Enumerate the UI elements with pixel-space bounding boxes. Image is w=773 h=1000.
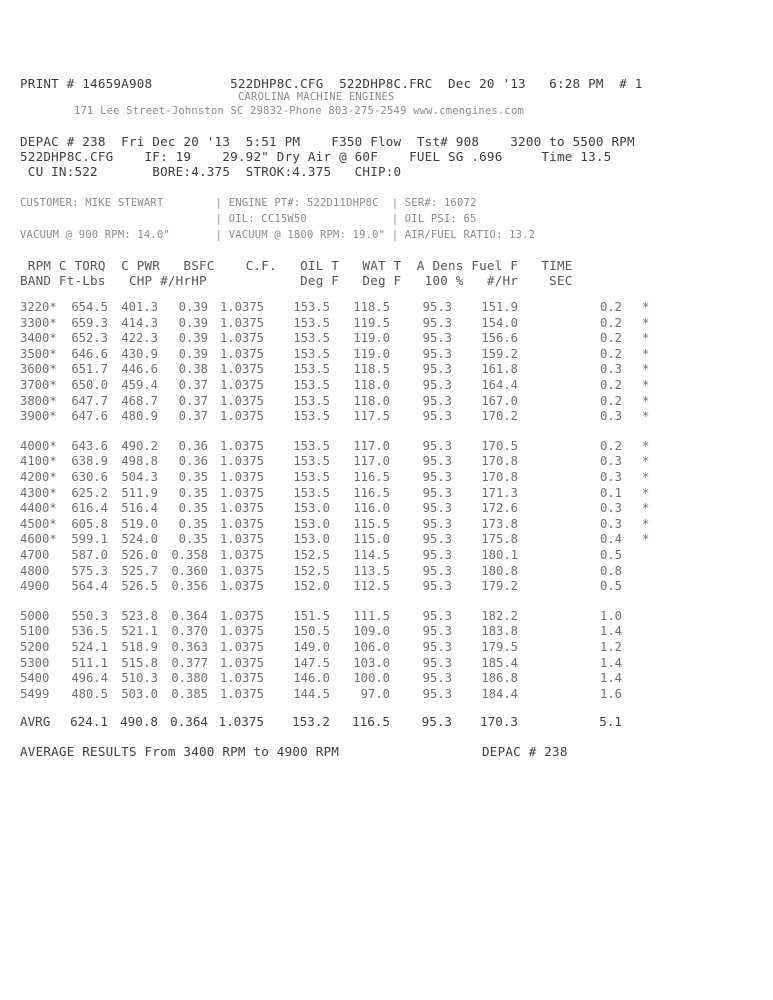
cell-cf: 1.0375 <box>219 300 264 314</box>
company-name: CAROLINA MACHINE ENGINES <box>238 91 395 103</box>
cell-bsfc: 0.36 <box>178 438 208 453</box>
cell-cf: 1.0375 <box>219 671 264 686</box>
cell-water-temp: 109.0 <box>353 624 390 639</box>
run-info-line-3: CU IN:522 BORE:4.375 STROK:4.375 CHIP:0 <box>20 164 402 179</box>
cell-water-temp: 118.0 <box>353 393 390 408</box>
cell-fuel-flow: 156.6 <box>481 331 518 346</box>
footer-depac: DEPAC # 238 <box>482 744 568 759</box>
cell-bsfc: 0.39 <box>178 300 208 314</box>
cell-power: 401.3 <box>121 300 158 314</box>
cell-oil-temp: 153.5 <box>293 331 330 346</box>
cell-water-temp: 115.5 <box>353 516 390 531</box>
cell-air-density: 95.3 <box>422 300 452 314</box>
print-line: PRINT # 14659A908 522DHP8C.CFG 522DHP8C.FRC Dec 20 '13 6:28 PM # 1 <box>20 76 643 91</box>
cell-cf: 1.0375 <box>219 686 264 701</box>
cell-time: 0.3 <box>599 362 622 377</box>
cell-air-density: 95.3 <box>422 579 452 594</box>
cell-water-temp: 100.0 <box>353 671 390 686</box>
cell-torque: 646.6 <box>71 346 108 361</box>
cell-bsfc: 0.35 <box>178 501 208 516</box>
cell-time: 0.2 <box>599 315 622 330</box>
cell-oil-temp: 153.5 <box>293 300 330 314</box>
customer-line-2: | OIL: CC15W50 | OIL PSI: 65 <box>20 213 477 225</box>
cell-cf: 1.0375 <box>219 362 264 377</box>
cell-oil-temp: 153.5 <box>293 438 330 453</box>
footer-average-range: AVERAGE RESULTS From 3400 RPM to 4900 RPM <box>20 744 340 759</box>
cell-air-density: 95.3 <box>422 655 452 670</box>
cell-power: 503.0 <box>121 686 158 701</box>
cell-air-density: 95.3 <box>422 409 452 424</box>
cell-torque: 550.3 <box>71 608 108 623</box>
cell-time: 0.1 <box>599 485 622 500</box>
cell-rpm: 5000 <box>20 608 50 623</box>
cell-flag: * <box>642 362 650 377</box>
cell-rpm: 3700* <box>20 378 57 392</box>
cell-cf: 1.0375 <box>219 640 264 654</box>
cell-time: 0.3 <box>599 470 622 484</box>
cell-time: 0.2 <box>599 438 622 453</box>
cell-water-temp: 112.5 <box>353 579 390 594</box>
cell-cf: 1.0375 <box>219 485 264 500</box>
cell-fuel-flow: 167.0 <box>481 393 518 408</box>
cell-rpm: 3900* <box>20 409 57 424</box>
cell-fuel-flow: 151.9 <box>481 300 518 314</box>
cell-time: 0.8 <box>599 563 622 578</box>
cell-fuel-flow: 159.2 <box>481 346 518 361</box>
cell-water-temp: 103.0 <box>353 655 390 670</box>
cell-fuel-flow: 175.8 <box>481 532 518 547</box>
cell-torque: 638.9 <box>71 454 108 469</box>
cell-water-temp: 116.5 <box>353 485 390 500</box>
cell-cf: 1.0375 <box>219 563 264 578</box>
cell-air-density: 95.3 <box>422 485 452 500</box>
cell-water-temp: 117.5 <box>353 409 390 424</box>
cell-fuel-flow: 182.2 <box>481 608 518 623</box>
cell-flag: * <box>642 516 650 531</box>
cell-power: 518.9 <box>121 640 158 654</box>
cell-rpm: 3220* <box>20 300 57 314</box>
cell-air-density: 95.3 <box>422 686 452 701</box>
cell-rpm: 5200 <box>20 640 50 654</box>
avg-power: 490.8 <box>120 714 158 729</box>
cell-cf: 1.0375 <box>219 608 264 623</box>
cell-time: 0.2 <box>599 378 622 392</box>
cell-bsfc: 0.358 <box>171 548 208 562</box>
cell-time: 0.3 <box>599 516 622 531</box>
cell-rpm: 3300* <box>20 315 57 330</box>
cell-air-density: 95.3 <box>422 608 452 623</box>
cell-oil-temp: 151.5 <box>293 608 330 623</box>
cell-torque: 652.3 <box>71 331 108 346</box>
cell-torque: 650.0 <box>71 378 108 392</box>
cell-cf: 1.0375 <box>219 454 264 469</box>
cell-power: 526.5 <box>121 579 158 594</box>
cell-air-density: 95.3 <box>422 640 452 654</box>
cell-oil-temp: 153.5 <box>293 454 330 469</box>
cell-bsfc: 0.385 <box>171 686 208 701</box>
cell-rpm: 4600* <box>20 532 57 547</box>
cell-water-temp: 116.0 <box>353 501 390 516</box>
cell-air-density: 95.3 <box>422 563 452 578</box>
cell-bsfc: 0.360 <box>171 563 208 578</box>
cell-power: 521.1 <box>121 624 158 639</box>
cell-time: 0.3 <box>599 409 622 424</box>
cell-oil-temp: 153.5 <box>293 378 330 392</box>
run-info-line-1: DEPAC # 238 Fri Dec 20 '13 5:51 PM F350 Flow Tst# 908 3200 to 5500 RPM <box>20 134 635 149</box>
cell-oil-temp: 153.5 <box>293 393 330 408</box>
cell-water-temp: 117.0 <box>353 454 390 469</box>
cell-flag: * <box>642 393 650 408</box>
avg-water-temp: 116.5 <box>352 714 390 729</box>
cell-fuel-flow: 170.2 <box>481 409 518 424</box>
cell-water-temp: 114.5 <box>353 548 390 562</box>
cell-power: 510.3 <box>121 671 158 686</box>
cell-power: 490.2 <box>121 438 158 453</box>
cell-rpm: 4100* <box>20 454 57 469</box>
avg-torque: 624.1 <box>70 714 108 729</box>
cell-flag: * <box>642 485 650 500</box>
cell-flag: * <box>642 409 650 424</box>
cell-torque: 587.0 <box>71 548 108 562</box>
cell-bsfc: 0.364 <box>171 608 208 623</box>
column-header-line-1: RPM C TORQ C PWR BSFC C.F. OIL T WAT T A Dens Fuel F TIME <box>20 258 573 273</box>
cell-air-density: 95.3 <box>422 331 452 346</box>
cell-rpm: 5499 <box>20 686 50 701</box>
company-address: 171 Lee Street-Johnston SC 29832-Phone 803-275-2549 www.cmengines.com <box>74 105 524 117</box>
cell-rpm: 5100 <box>20 624 50 639</box>
cell-air-density: 95.3 <box>422 362 452 377</box>
customer-line-3: VACUUM @ 900 RPM: 14.0" | VACUUM @ 1800 RPM: 19.0" | AIR/FUEL RATIO: 13.2 <box>20 229 536 241</box>
cell-power: 526.0 <box>121 548 158 562</box>
cell-air-density: 95.3 <box>422 346 452 361</box>
cell-oil-temp: 144.5 <box>293 686 330 701</box>
cell-fuel-flow: 179.5 <box>481 640 518 654</box>
cell-cf: 1.0375 <box>219 393 264 408</box>
cell-fuel-flow: 173.8 <box>481 516 518 531</box>
cell-fuel-flow: 171.3 <box>481 485 518 500</box>
cell-water-temp: 117.0 <box>353 438 390 453</box>
cell-water-temp: 111.5 <box>353 608 390 623</box>
customer-line-1: CUSTOMER: MIKE STEWART | ENGINE PT#: 522D11DHP8C | SER#: 16072 <box>20 197 477 209</box>
cell-fuel-flow: 180.1 <box>481 548 518 562</box>
cell-time: 0.4 <box>599 532 622 547</box>
cell-torque: 564.4 <box>71 579 108 594</box>
cell-time: 1.0 <box>599 608 622 623</box>
cell-bsfc: 0.377 <box>171 655 208 670</box>
cell-torque: 605.8 <box>71 516 108 531</box>
cell-torque: 647.7 <box>71 393 108 408</box>
cell-time: 0.5 <box>599 579 622 594</box>
cell-rpm: 4000* <box>20 438 57 453</box>
cell-oil-temp: 152.5 <box>293 563 330 578</box>
cell-oil-temp: 146.0 <box>293 671 330 686</box>
cell-oil-temp: 153.5 <box>293 485 330 500</box>
cell-rpm: 4700 <box>20 548 50 562</box>
avg-fuel-flow: 170.3 <box>480 714 518 729</box>
cell-fuel-flow: 172.6 <box>481 501 518 516</box>
cell-bsfc: 0.39 <box>178 346 208 361</box>
cell-water-temp: 97.0 <box>360 686 390 701</box>
cell-fuel-flow: 179.2 <box>481 579 518 594</box>
cell-rpm: 3600* <box>20 362 57 377</box>
cell-power: 480.9 <box>121 409 158 424</box>
cell-rpm: 4200* <box>20 470 57 484</box>
cell-cf: 1.0375 <box>219 409 264 424</box>
cell-oil-temp: 153.5 <box>293 362 330 377</box>
cell-cf: 1.0375 <box>219 315 264 330</box>
cell-air-density: 95.3 <box>422 454 452 469</box>
avg-oil-temp: 153.2 <box>292 714 330 729</box>
cell-power: 430.9 <box>121 346 158 361</box>
cell-oil-temp: 150.5 <box>293 624 330 639</box>
cell-cf: 1.0375 <box>219 516 264 531</box>
cell-cf: 1.0375 <box>219 501 264 516</box>
cell-flag: * <box>642 454 650 469</box>
cell-air-density: 95.3 <box>422 378 452 392</box>
cell-power: 523.8 <box>121 608 158 623</box>
cell-fuel-flow: 170.8 <box>481 454 518 469</box>
cell-bsfc: 0.35 <box>178 516 208 531</box>
cell-torque: 511.1 <box>71 655 108 670</box>
cell-water-temp: 119.5 <box>353 315 390 330</box>
avg-air-density: 95.3 <box>421 714 452 729</box>
cell-water-temp: 119.0 <box>353 331 390 346</box>
avg-bsfc: 0.364 <box>170 714 208 729</box>
cell-time: 0.3 <box>599 454 622 469</box>
cell-time: 1.6 <box>599 686 622 701</box>
cell-oil-temp: 153.0 <box>293 516 330 531</box>
cell-bsfc: 0.380 <box>171 671 208 686</box>
cell-air-density: 95.3 <box>422 548 452 562</box>
cell-bsfc: 0.356 <box>171 579 208 594</box>
cell-oil-temp: 153.5 <box>293 470 330 484</box>
cell-torque: 630.6 <box>71 470 108 484</box>
cell-torque: 616.4 <box>71 501 108 516</box>
cell-power: 525.7 <box>121 563 158 578</box>
cell-torque: 480.5 <box>71 686 108 701</box>
cell-power: 422.3 <box>121 331 158 346</box>
cell-cf: 1.0375 <box>219 346 264 361</box>
cell-air-density: 95.3 <box>422 470 452 484</box>
cell-power: 459.4 <box>121 378 158 392</box>
avg-time: 5.1 <box>599 714 622 729</box>
cell-torque: 599.1 <box>71 532 108 547</box>
cell-power: 446.6 <box>121 362 158 377</box>
cell-cf: 1.0375 <box>219 438 264 453</box>
cell-rpm: 4800 <box>20 563 50 578</box>
cell-torque: 651.7 <box>71 362 108 377</box>
cell-fuel-flow: 161.8 <box>481 362 518 377</box>
cell-flag: * <box>642 378 650 392</box>
cell-fuel-flow: 170.8 <box>481 470 518 484</box>
cell-torque: 654.5 <box>71 300 108 314</box>
cell-water-temp: 118.5 <box>353 300 390 314</box>
cell-time: 0.2 <box>599 393 622 408</box>
cell-oil-temp: 149.0 <box>293 640 330 654</box>
cell-power: 519.0 <box>121 516 158 531</box>
cell-oil-temp: 153.0 <box>293 532 330 547</box>
cell-water-temp: 119.0 <box>353 346 390 361</box>
cell-cf: 1.0375 <box>219 378 264 392</box>
cell-cf: 1.0375 <box>219 624 264 639</box>
cell-rpm: 4400* <box>20 501 57 516</box>
cell-bsfc: 0.38 <box>178 362 208 377</box>
cell-oil-temp: 153.5 <box>293 409 330 424</box>
cell-flag: * <box>642 300 650 314</box>
cell-cf: 1.0375 <box>219 655 264 670</box>
cell-air-density: 95.3 <box>422 624 452 639</box>
cell-fuel-flow: 184.4 <box>481 686 518 701</box>
cell-bsfc: 0.37 <box>178 409 208 424</box>
cell-water-temp: 115.0 <box>353 532 390 547</box>
cell-air-density: 95.3 <box>422 516 452 531</box>
cell-power: 524.0 <box>121 532 158 547</box>
cell-bsfc: 0.370 <box>171 624 208 639</box>
cell-cf: 1.0375 <box>219 470 264 484</box>
cell-time: 0.2 <box>599 331 622 346</box>
cell-rpm: 4300* <box>20 485 57 500</box>
cell-power: 498.8 <box>121 454 158 469</box>
cell-cf: 1.0375 <box>219 579 264 594</box>
cell-bsfc: 0.363 <box>171 640 208 654</box>
cell-time: 0.5 <box>599 548 622 562</box>
column-header-line-2: BAND Ft-Lbs CHP #/HrHP Deg F Deg F 100 % #/Hr SEC <box>20 273 573 288</box>
cell-flag: * <box>642 532 650 547</box>
cell-air-density: 95.3 <box>422 532 452 547</box>
cell-oil-temp: 152.0 <box>293 579 330 594</box>
cell-torque: 536.5 <box>71 624 108 639</box>
cell-fuel-flow: 154.0 <box>481 315 518 330</box>
cell-torque: 625.2 <box>71 485 108 500</box>
cell-air-density: 95.3 <box>422 671 452 686</box>
cell-air-density: 95.3 <box>422 393 452 408</box>
cell-cf: 1.0375 <box>219 331 264 346</box>
cell-oil-temp: 152.5 <box>293 548 330 562</box>
cell-power: 414.3 <box>121 315 158 330</box>
cell-water-temp: 113.5 <box>353 563 390 578</box>
cell-bsfc: 0.37 <box>178 378 208 392</box>
cell-torque: 524.1 <box>71 640 108 654</box>
avg-cf: 1.0375 <box>218 714 264 729</box>
cell-power: 516.4 <box>121 501 158 516</box>
cell-bsfc: 0.39 <box>178 315 208 330</box>
cell-torque: 647.6 <box>71 409 108 424</box>
cell-flag: * <box>642 438 650 453</box>
cell-rpm: 4900 <box>20 579 50 594</box>
cell-water-temp: 118.0 <box>353 378 390 392</box>
cell-rpm: 3400* <box>20 331 57 346</box>
cell-flag: * <box>642 470 650 484</box>
cell-rpm: 3500* <box>20 346 57 361</box>
cell-air-density: 95.3 <box>422 501 452 516</box>
cell-torque: 575.3 <box>71 563 108 578</box>
cell-bsfc: 0.36 <box>178 454 208 469</box>
cell-rpm: 4500* <box>20 516 57 531</box>
cell-air-density: 95.3 <box>422 315 452 330</box>
cell-power: 468.7 <box>121 393 158 408</box>
cell-rpm: 5300 <box>20 655 50 670</box>
cell-oil-temp: 153.5 <box>293 315 330 330</box>
run-info-line-2: 522DHP8C.CFG IF: 19 29.92" Dry Air @ 60F FUEL SG .696 Time 13.5 <box>20 149 612 164</box>
cell-oil-temp: 153.0 <box>293 501 330 516</box>
avg-label: AVRG <box>20 714 51 729</box>
cell-time: 0.2 <box>599 346 622 361</box>
cell-fuel-flow: 170.5 <box>481 438 518 453</box>
cell-bsfc: 0.35 <box>178 485 208 500</box>
cell-torque: 496.4 <box>71 671 108 686</box>
cell-flag: * <box>642 315 650 330</box>
cell-water-temp: 106.0 <box>353 640 390 654</box>
cell-power: 515.8 <box>121 655 158 670</box>
cell-time: 1.2 <box>599 640 622 654</box>
cell-flag: * <box>642 331 650 346</box>
cell-bsfc: 0.35 <box>178 470 208 484</box>
cell-rpm: 3800* <box>20 393 57 408</box>
cell-time: 0.2 <box>599 300 622 314</box>
cell-time: 1.4 <box>599 655 622 670</box>
cell-flag: * <box>642 501 650 516</box>
cell-oil-temp: 153.5 <box>293 346 330 361</box>
cell-time: 1.4 <box>599 624 622 639</box>
cell-power: 511.9 <box>121 485 158 500</box>
cell-torque: 659.3 <box>71 315 108 330</box>
cell-water-temp: 118.5 <box>353 362 390 377</box>
cell-fuel-flow: 180.8 <box>481 563 518 578</box>
cell-fuel-flow: 164.4 <box>481 378 518 392</box>
cell-bsfc: 0.37 <box>178 393 208 408</box>
cell-torque: 643.6 <box>71 438 108 453</box>
cell-bsfc: 0.35 <box>178 532 208 547</box>
cell-oil-temp: 147.5 <box>293 655 330 670</box>
cell-fuel-flow: 186.8 <box>481 671 518 686</box>
cell-flag: * <box>642 346 650 361</box>
cell-time: 1.4 <box>599 671 622 686</box>
cell-bsfc: 0.39 <box>178 331 208 346</box>
cell-time: 0.3 <box>599 501 622 516</box>
cell-cf: 1.0375 <box>219 532 264 547</box>
cell-rpm: 5400 <box>20 671 50 686</box>
cell-cf: 1.0375 <box>219 548 264 562</box>
cell-fuel-flow: 183.8 <box>481 624 518 639</box>
cell-fuel-flow: 185.4 <box>481 655 518 670</box>
cell-air-density: 95.3 <box>422 438 452 453</box>
cell-power: 504.3 <box>121 470 158 484</box>
cell-water-temp: 116.5 <box>353 470 390 484</box>
